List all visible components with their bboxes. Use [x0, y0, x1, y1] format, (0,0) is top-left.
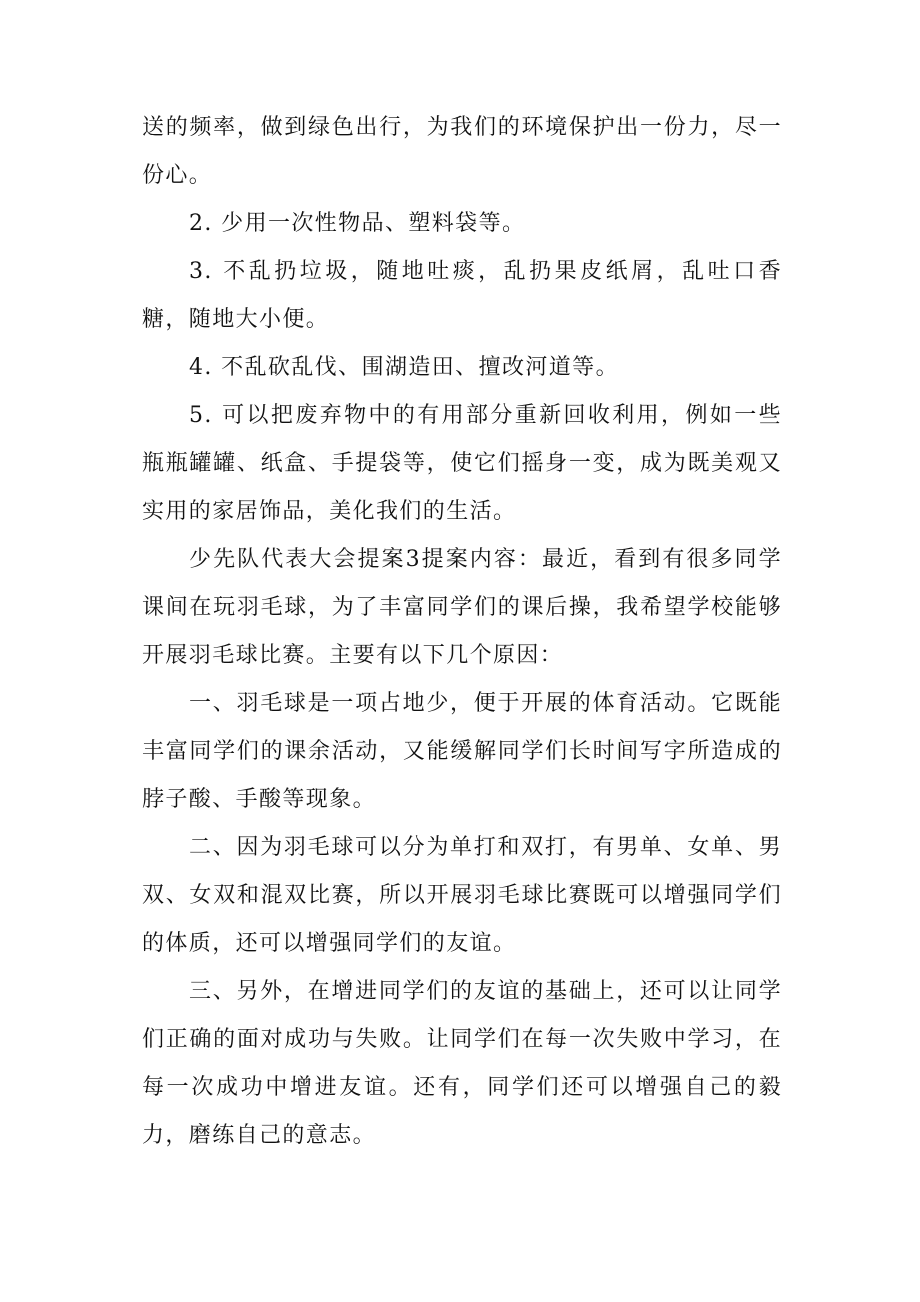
- paragraph-item-5: 5. 可以把废弃物中的有用部分重新回收利用，例如一些瓶瓶罐罐、纸盒、手提袋等，使它们摇身一变，成为既美观又实用的家居饰品，美化我们的生活。: [142, 403, 782, 524]
- paragraph-continuation: 送的频率，做到绿色出行，为我们的环境保护出一份力，尽一份心。: [142, 115, 782, 188]
- paragraph-reason-1: 一、羽毛球是一项占地少，便于开展的体育活动。它既能丰富同学们的课余活动，又能缓解同学们长时间写字所造成的脖子酸、手酸等现象。: [142, 691, 782, 812]
- paragraph-item-3: 3. 不乱扔垃圾，随地吐痰，乱扔果皮纸屑，乱吐口香糖，随地大小便。: [142, 259, 782, 332]
- paragraph-proposal-3: 少先队代表大会提案3提案内容：最近，看到有很多同学课间在玩羽毛球，为了丰富同学们的课后操，我希望学校能够开展羽毛球比赛。主要有以下几个原因：: [142, 547, 782, 668]
- document-body: [142, 104, 782, 1160]
- paragraph-reason-3: 三、另外，在增进同学们的友谊的基础上，还可以让同学们正确的面对成功与失败。让同学们在每一次失败中学习，在每一次成功中增进友谊。还有，同学们还可以增强自己的毅力，磨练自己的意志。: [142, 979, 782, 1148]
- paragraph-item-4: 4. 不乱砍乱伐、围湖造田、擅改河道等。: [189, 355, 619, 380]
- paragraph-reason-2: 二、因为羽毛球可以分为单打和双打，有男单、女单、男双、女双和混双比赛，所以开展羽毛球比赛既可以增强同学们的体质，还可以增强同学们的友谊。: [142, 835, 782, 956]
- paragraph-item-2: 2. 少用一次性物品、塑料袋等。: [189, 211, 526, 236]
